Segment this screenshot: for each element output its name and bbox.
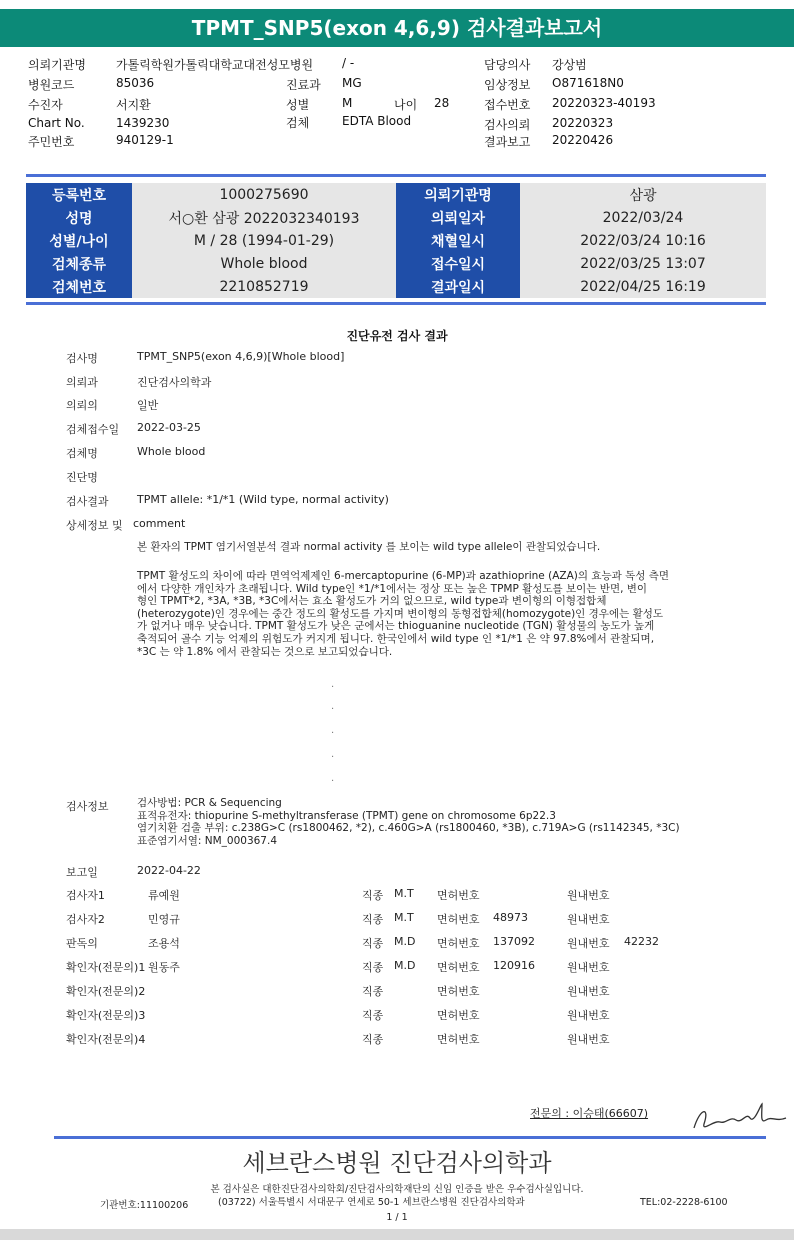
reg-value: 2210852719 [132,275,396,298]
dept-label: 진료과 [286,78,321,92]
request-date-value: 20220323 [552,116,614,130]
comment-line: 에서 다양한 개인차가 초래됩니다. Wild type인 *1/*1에서는 정상 또는 높은 TPMP 활성도를 보이는 반면, 변이 [137,582,648,595]
staff-internal-label: 원내번호 [567,913,610,926]
client-org-value: 가톨릭학원가톨릭대학교대전성모병원 [116,58,314,72]
chart-no-value: 1439230 [116,116,170,130]
staff-internal-label: 원내번호 [567,985,610,998]
doctor-label: 담당의사 [484,58,531,72]
accession-value: 20220323-40193 [552,96,656,110]
report-day-label: 보고일 [66,866,98,879]
test-info-body [137,797,680,847]
staff-name: 조용석 [148,937,180,950]
table-row [26,229,766,252]
staff-job-label: 직종 [362,961,384,974]
footer-rule [54,1136,766,1139]
section-title: 진단유전 검사 결과 [346,329,448,343]
comment-line: 형인 TPMT*2, *3A, *3B, *3C에서는 효소 활성도가 거의 없으므로, wild type과 변이형의 이형접합체 [137,595,607,608]
staff-license-label: 면허번호 [437,1033,480,1046]
reg-value: 1000275690 [132,183,396,206]
table-bottom-rule [26,302,766,305]
report-date-label: 결과보고 [484,135,531,149]
staff-name: 민영규 [148,913,180,926]
staff-role: 검사자1 [66,889,105,902]
table-row [26,183,766,206]
chart-no-label: Chart No. [28,116,85,130]
sex-value: M [342,96,353,110]
info-line: 검사방법: PCR & Sequencing [137,797,282,809]
specimen-label: 검체 [286,116,310,130]
table-top-rule [26,174,766,177]
clinical-info-label: 임상정보 [484,78,531,92]
reg-value: 2022/04/25 16:19 [520,275,766,298]
detail-comment-label: comment [133,517,186,530]
staff-job-label: 직종 [362,1009,384,1022]
resident-no-value: 940129-1 [116,133,174,147]
reg-value: 2022/03/25 13:07 [520,252,766,275]
field-value: TPMT_SNP5(exon 4,6,9)[Whole blood] [137,350,345,363]
signature-icon [690,1098,790,1138]
staff-job-label: 직종 [362,937,384,950]
age-value: 28 [434,96,450,110]
staff-role: 확인자(전문의)3 [66,1009,146,1022]
specimen-value: EDTA Blood [342,114,412,128]
dot-mark: · [331,728,335,739]
hospital-code-value: 85036 [116,76,155,90]
comment-body [137,570,737,658]
doctor-value: 강상범 [552,58,587,72]
page-number: 1 / 1 [386,1212,408,1223]
staff-role: 확인자(전문의)4 [66,1033,146,1046]
bottom-band [0,1229,794,1240]
address: (03722) 서울특별시 서대문구 연세로 50-1 세브란스병원 진단검사의학과 [218,1197,525,1208]
dot-mark: · [331,752,335,763]
field-label: 진단명 [66,471,98,484]
staff-job-label: 직종 [362,1033,384,1046]
hospital-name: 세브란스병원 진단검사의학과 [242,1149,552,1177]
reg-label: 접수일시 [396,252,520,275]
staff-job: M.T [394,911,414,924]
staff-license-label: 면허번호 [437,913,480,926]
reg-label: 의뢰일자 [396,206,520,229]
field-label: 검사명 [66,352,98,365]
comment-line: TPMT 활성도의 차이에 따라 면역억제제인 6-mercaptopurine (6-MP)과 azathioprine (AZA)의 효능과 독성 측면 [137,570,670,582]
resident-no-label: 주민번호 [28,135,75,149]
staff-internal-label: 원내번호 [567,937,610,950]
field-label: 의뢰의 [66,399,98,412]
staff-internal: 42232 [624,935,659,948]
field-value: 2022-03-25 [137,421,201,434]
specialist-name: 전문의 : 이승태(66607) [530,1107,649,1120]
comment-line: *3C 는 약 1.8% 에서 관찰되는 것으로 보고되었습니다. [137,645,393,658]
staff-license-label: 면허번호 [437,961,480,974]
reg-value: 2022/03/24 [520,206,766,229]
accession-label: 접수번호 [484,98,531,112]
dot-mark: · [331,682,335,693]
reg-label: 성명 [26,206,132,229]
request-date-label: 검사의뢰 [484,118,531,132]
telephone: TEL:02-2228-6100 [640,1197,728,1208]
staff-role: 검사자2 [66,913,105,926]
staff-internal-label: 원내번호 [567,889,610,902]
dot-mark: · [331,704,335,715]
staff-internal-label: 원내번호 [567,1033,610,1046]
field-label: 검체명 [66,447,98,460]
info-line: 표적유전자: thiopurine S-methyltransferase (TPMT) gene on chromosome 6p22.3 [137,809,556,822]
reg-label: 결과일시 [396,275,520,298]
staff-job-label: 직종 [362,889,384,902]
field-label: 검사결과 [66,495,109,508]
field-label: 검체접수일 [66,423,120,436]
staff-job: M.D [394,959,416,972]
staff-name: 원동주 [148,961,180,974]
report-title: TPMT_SNP5(exon 4,6,9) 검사결과보고서 [0,9,794,47]
dept-value: MG [342,76,362,90]
staff-license-label: 면허번호 [437,985,480,998]
certification-text: 본 검사실은 대한진단검사의학회/진단검사의학재단의 신임 인증을 받은 우수검사실입니다. [210,1184,584,1195]
reg-label: 의뢰기관명 [396,183,520,206]
staff-role: 확인자(전문의)2 [66,985,146,998]
staff-job: M.T [394,887,414,900]
dot-mark: · [331,776,335,787]
report-day-value: 2022-04-22 [137,864,201,877]
reg-label: 채혈일시 [396,229,520,252]
table-row [26,206,766,229]
field-value: Whole blood [137,445,206,458]
staff-job: M.D [394,935,416,948]
staff-job-label: 직종 [362,985,384,998]
test-info-label: 검사정보 [66,800,109,813]
reg-value: 삼광 [520,183,766,206]
hospital-code-label: 병원코드 [28,78,75,92]
test-result-value: TPMT allele: *1/*1 (Wild type, normal activity) [137,493,389,506]
staff-role: 확인자(전문의)1 [66,961,146,974]
staff-license: 137092 [493,935,535,948]
field-value: 일반 [137,399,159,412]
sex-label: 성별 [286,98,310,112]
comment-line: 축적되어 골수 기능 억제의 위험도가 커지게 됩니다. 한국인에서 wild type 인 *1/*1 은 약 97.8%에서 관찰되며, [137,632,655,645]
patient-value: 서지환 [116,98,151,112]
field-value: 진단검사의학과 [137,376,212,389]
staff-internal-label: 원내번호 [567,1009,610,1022]
comment-line: 가 없거나 매우 낮습니다. TPMT 활성도가 낮은 군에서는 thioguanine nucleotide (TGN) 활성물의 농도가 높게 [137,620,655,633]
comment-summary: 본 환자의 TPMT 염기서열분석 결과 normal activity 를 보이는 wild type allele이 관찰되었습니다. [137,541,601,553]
comment-line: (heterozygote)인 경우에는 중간 정도의 활성도를 가지며 변이형의 동형접합체(homozygote)인 경우에는 활성도 [137,607,664,620]
reg-value: 서○환 삼광 2022032340193 [132,206,396,229]
table-row [26,275,766,298]
reg-label: 검체번호 [26,275,132,298]
table-row [26,252,766,275]
clinical-info-value: O871618N0 [552,76,624,90]
reg-value: M / 28 (1994-01-29) [132,229,396,252]
staff-internal-label: 원내번호 [567,961,610,974]
info-line: 염기치환 검출 부위: c.238G>C (rs1800462, *2), c.460G>A (rs1800460, *3B), c.719A>G (rs1142345, *3C) [137,822,680,835]
registry-table [26,183,766,298]
reg-label: 성별/나이 [26,229,132,252]
patient-label: 수진자 [28,98,63,112]
staff-job-label: 직종 [362,913,384,926]
reg-value: Whole blood [132,252,396,275]
staff-name: 류예원 [148,889,180,902]
age-label: 나이 [394,98,418,112]
staff-license-label: 면허번호 [437,1009,480,1022]
staff-license: 120916 [493,959,535,972]
info-line: 표준염기서열: NM_000367.4 [137,834,277,847]
reg-label: 등록번호 [26,183,132,206]
staff-license-label: 면허번호 [437,937,480,950]
field-label: 의뢰과 [66,376,98,389]
org-number: 기관번호:11100206 [100,1200,189,1211]
reg-value: 2022/03/24 10:16 [520,229,766,252]
report-date-value: 20220426 [552,133,614,147]
ward-value: / - [342,56,355,70]
staff-role: 판독의 [66,937,98,950]
detail-label: 상세정보 및 [66,519,123,532]
staff-license: 48973 [493,911,528,924]
reg-label: 검체종류 [26,252,132,275]
client-org-label: 의뢰기관명 [28,58,86,72]
staff-license-label: 면허번호 [437,889,480,902]
